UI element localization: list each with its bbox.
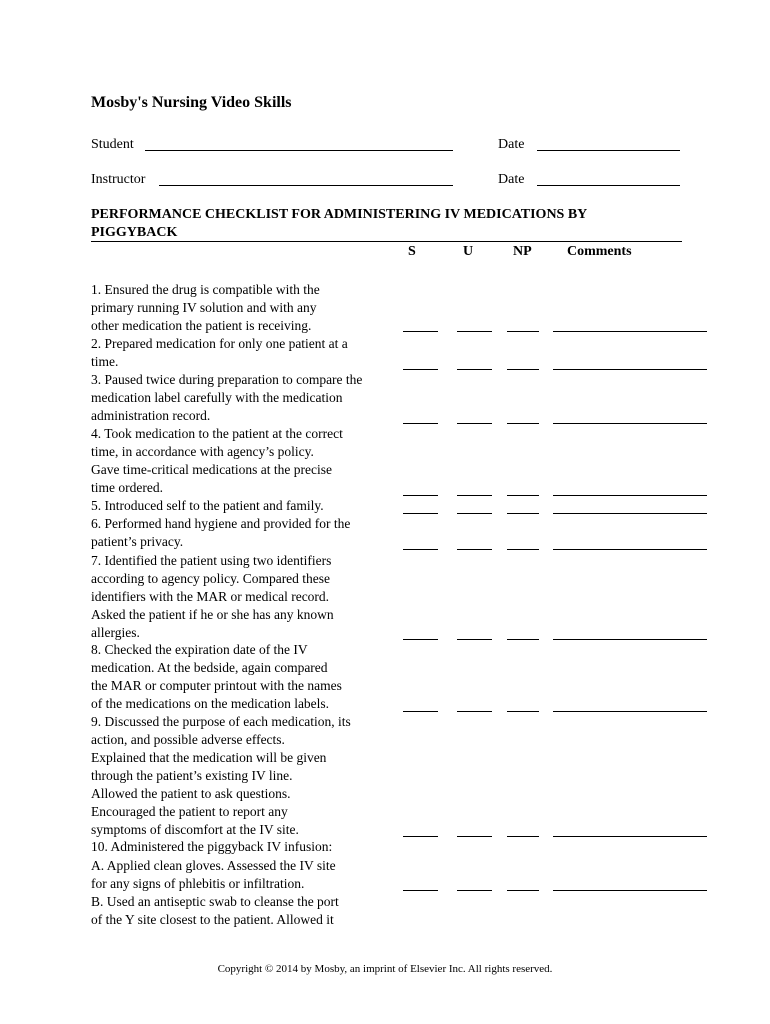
student-date-field[interactable] bbox=[537, 136, 680, 151]
item-line: A. Applied clean gloves. Assessed the IV site bbox=[91, 858, 336, 873]
np-blank[interactable] bbox=[507, 549, 539, 550]
comments-blank[interactable] bbox=[553, 495, 707, 496]
instructor-field[interactable] bbox=[159, 171, 453, 186]
heading-line: PERFORMANCE CHECKLIST FOR ADMINISTERING IV MEDICATIONS BY bbox=[91, 207, 588, 222]
np-blank[interactable] bbox=[507, 513, 539, 514]
item-line: 2. Prepared medication for only one patient at a bbox=[91, 336, 348, 351]
item-line: 9. Discussed the purpose of each medication, its bbox=[91, 714, 351, 729]
checklist-item bbox=[91, 425, 397, 497]
s-blank[interactable] bbox=[403, 513, 438, 514]
item-line: the MAR or computer printout with the names bbox=[91, 678, 342, 693]
item-line: 4. Took medication to the patient at the correct bbox=[91, 426, 343, 441]
comments-blank[interactable] bbox=[553, 836, 707, 837]
comments-blank[interactable] bbox=[553, 331, 707, 332]
item-line: other medication the patient is receiving. bbox=[91, 318, 312, 333]
np-blank[interactable] bbox=[507, 369, 539, 370]
item-line: through the patient’s existing IV line. bbox=[91, 768, 293, 783]
np-blank[interactable] bbox=[507, 639, 539, 640]
item-line: 6. Performed hand hygiene and provided for the bbox=[91, 516, 351, 531]
item-line: identifiers with the MAR or medical record. bbox=[91, 589, 330, 604]
item-line: time, in accordance with agency’s policy. bbox=[91, 444, 314, 459]
u-blank[interactable] bbox=[457, 495, 492, 496]
instructor-label: Instructor bbox=[91, 172, 146, 187]
checklist-item bbox=[91, 335, 397, 371]
s-blank[interactable] bbox=[403, 423, 438, 424]
item-line: of the Y site closest to the patient. Allowed it bbox=[91, 912, 334, 927]
np-blank[interactable] bbox=[507, 331, 539, 332]
s-blank[interactable] bbox=[403, 369, 438, 370]
heading-rule bbox=[91, 241, 682, 242]
item-line: primary running IV solution and with any bbox=[91, 300, 317, 315]
u-blank[interactable] bbox=[457, 836, 492, 837]
checklist-item bbox=[91, 515, 397, 551]
copyright-footer: Copyright © 2014 by Mosby, an imprint of Elsevier Inc. All rights reserved. bbox=[217, 963, 553, 975]
comments-blank[interactable] bbox=[553, 711, 707, 712]
comments-blank[interactable] bbox=[553, 549, 707, 550]
np-blank[interactable] bbox=[507, 711, 539, 712]
checklist-item bbox=[91, 371, 397, 425]
u-blank[interactable] bbox=[457, 513, 492, 514]
item-line: 7. Identified the patient using two identifiers bbox=[91, 553, 332, 568]
student-label: Student bbox=[91, 137, 134, 152]
item-line: Asked the patient if he or she has any known bbox=[91, 607, 334, 622]
item-line: 10. Administered the piggyback IV infusion: bbox=[91, 839, 333, 854]
column-header-s: S bbox=[408, 244, 416, 259]
checklist-item bbox=[91, 857, 397, 893]
item-line: B. Used an antiseptic swab to cleanse the port bbox=[91, 894, 339, 909]
comments-blank[interactable] bbox=[553, 423, 707, 424]
document-title: Mosby's Nursing Video Skills bbox=[91, 94, 292, 111]
s-blank[interactable] bbox=[403, 711, 438, 712]
s-blank[interactable] bbox=[403, 331, 438, 332]
item-line: administration record. bbox=[91, 408, 211, 423]
item-line: of the medications on the medication labels. bbox=[91, 696, 330, 711]
s-blank[interactable] bbox=[403, 639, 438, 640]
np-blank[interactable] bbox=[507, 836, 539, 837]
item-line: Explained that the medication will be given bbox=[91, 750, 327, 765]
item-line: symptoms of discomfort at the IV site. bbox=[91, 822, 299, 837]
checklist-item bbox=[91, 552, 397, 642]
instructor-date-field[interactable] bbox=[537, 171, 680, 186]
np-blank[interactable] bbox=[507, 495, 539, 496]
item-line: for any signs of phlebitis or infiltration. bbox=[91, 876, 305, 891]
item-line: Encouraged the patient to report any bbox=[91, 804, 288, 819]
item-line: medication. At the bedside, again compared bbox=[91, 660, 328, 675]
u-blank[interactable] bbox=[457, 369, 492, 370]
student-field[interactable] bbox=[145, 136, 453, 151]
checklist-heading bbox=[91, 206, 651, 242]
u-blank[interactable] bbox=[457, 711, 492, 712]
item-line: time. bbox=[91, 354, 119, 369]
s-blank[interactable] bbox=[403, 890, 438, 891]
item-line: time ordered. bbox=[91, 480, 163, 495]
item-line: Allowed the patient to ask questions. bbox=[91, 786, 291, 801]
u-blank[interactable] bbox=[457, 549, 492, 550]
checklist-item bbox=[91, 281, 397, 335]
comments-blank[interactable] bbox=[553, 639, 707, 640]
item-line: action, and possible adverse effects. bbox=[91, 732, 285, 747]
heading-line: PIGGYBACK bbox=[91, 225, 178, 240]
instructor-date-label: Date bbox=[498, 172, 525, 187]
item-line: patient’s privacy. bbox=[91, 534, 184, 549]
np-blank[interactable] bbox=[507, 423, 539, 424]
u-blank[interactable] bbox=[457, 423, 492, 424]
comments-blank[interactable] bbox=[553, 890, 707, 891]
item-line: 3. Paused twice during preparation to compare the bbox=[91, 372, 363, 387]
s-blank[interactable] bbox=[403, 549, 438, 550]
item-line: 1. Ensured the drug is compatible with the bbox=[91, 282, 320, 297]
item-line: 8. Checked the expiration date of the IV bbox=[91, 642, 308, 657]
u-blank[interactable] bbox=[457, 890, 492, 891]
column-header-comments: Comments bbox=[567, 244, 632, 259]
item-line: Gave time-critical medications at the precise bbox=[91, 462, 333, 477]
comments-blank[interactable] bbox=[553, 369, 707, 370]
item-line: allergies. bbox=[91, 625, 140, 640]
column-header-np: NP bbox=[513, 244, 532, 259]
u-blank[interactable] bbox=[457, 331, 492, 332]
column-header-u: U bbox=[463, 244, 474, 259]
np-blank[interactable] bbox=[507, 890, 539, 891]
checklist-item bbox=[91, 838, 397, 856]
comments-blank[interactable] bbox=[553, 513, 707, 514]
item-line: medication label carefully with the medication bbox=[91, 390, 343, 405]
checklist-item bbox=[91, 713, 397, 839]
student-date-label: Date bbox=[498, 137, 525, 152]
s-blank[interactable] bbox=[403, 495, 438, 496]
item-line: 5. Introduced self to the patient and family. bbox=[91, 498, 324, 513]
item-line: according to agency policy. Compared these bbox=[91, 571, 331, 586]
checklist-item bbox=[91, 641, 397, 713]
s-blank[interactable] bbox=[403, 836, 438, 837]
u-blank[interactable] bbox=[457, 639, 492, 640]
checklist-item bbox=[91, 497, 397, 515]
checklist-item bbox=[91, 893, 397, 929]
